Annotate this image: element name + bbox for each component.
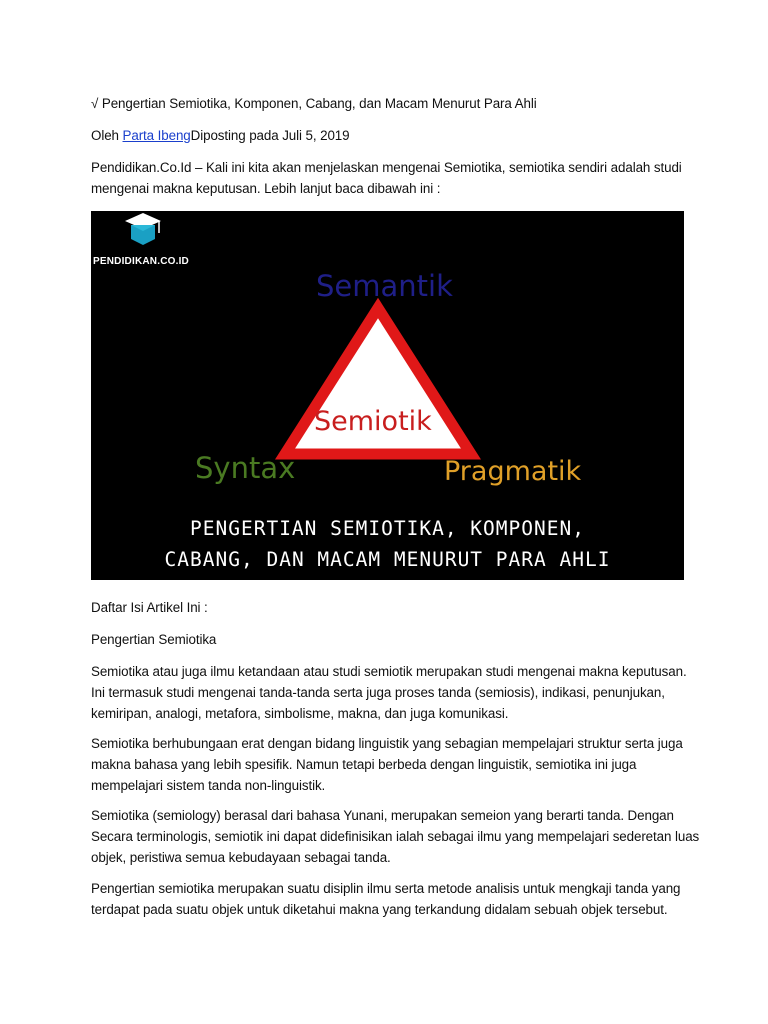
hero-image: [91, 211, 684, 580]
logo-text: PENDIDIKAN.CO.ID: [93, 256, 189, 267]
posted-date: Diposting pada Juli 5, 2019: [190, 128, 350, 143]
paragraph-line: Semiotika (semiology) berasal dari bahasa Yunani, merupakan semeion yang berarti tanda. Dengan: [91, 808, 674, 823]
paragraph-line: Secara terminologis, semiotik ini dapat didefinisikan ialah sebagai ilmu yang mempelajari sederetan luas: [91, 829, 700, 844]
paragraph-line: kemiripan, analogi, metafora, simbolisme, makna, dan juga komunikasi.: [91, 706, 509, 721]
paragraph-line: Semiotika berhubungaan erat dengan bidang linguistik yang sebagian mempelajari struktur serta juga: [91, 736, 683, 751]
intro-line: mengenai makna keputusan. Lebih lanjut baca dibawah ini :: [91, 181, 441, 196]
article-heading: √ Pengertian Semiotika, Komponen, Cabang, dan Macam Menurut Para Ahli: [91, 96, 537, 111]
label-semantik: Semantik: [316, 269, 453, 303]
paragraph: [91, 661, 687, 724]
paragraph: [91, 733, 681, 796]
paragraph-line: makna bahasa yang lebih spesifik. Namun tetapi berbeda dengan linguistik, semiotika ini juga: [91, 757, 637, 772]
label-pragmatik: Pragmatik: [444, 456, 582, 487]
intro-paragraph: [91, 157, 681, 199]
paragraph-line: Ini termasuk studi mengenai tanda-tanda serta juga proses tanda (semiosis), indikasi, penunjukan,: [91, 685, 665, 700]
hero-caption-line: PENGERTIAN SEMIOTIKA, KOMPONEN,: [190, 517, 585, 540]
paragraph-line: mempelajari sistem tanda non-linguistik.: [91, 778, 326, 793]
byline-prefix: Oleh: [91, 128, 123, 143]
paragraph-line: Pengertian semiotika merupakan suatu disiplin ilmu serta metode analisis untuk mengkaji tanda yang: [91, 881, 681, 896]
hero-caption-line: CABANG, DAN MACAM MENURUT PARA AHLI: [164, 548, 611, 571]
paragraph: [91, 878, 681, 920]
byline: [91, 125, 681, 146]
paragraph: [91, 805, 700, 868]
paragraph-line: objek, peristiwa semua kebudayaan sebagai tanda.: [91, 850, 391, 865]
intro-line: Pendidikan.Co.Id – Kali ini kita akan menjelaskan mengenai Semiotika, semiotika sendiri adalah studi: [91, 160, 682, 175]
paragraph-line: terdapat pada suatu objek untuk diketahui makna yang terkandung didalam sebuah objek tersebut.: [91, 902, 668, 917]
paragraph-line: Semiotika atau juga ilmu ketandaan atau studi semiotik merupakan studi mengenai makna keputusan.: [91, 664, 687, 679]
toc-title: Daftar Isi Artikel Ini :: [91, 600, 208, 615]
label-syntax: Syntax: [195, 451, 296, 485]
section-title: Pengertian Semiotika: [91, 632, 217, 647]
author-link[interactable]: Parta Ibeng: [122, 128, 191, 143]
graduation-cap-icon: [125, 213, 161, 245]
label-semiotik: Semiotik: [314, 406, 432, 437]
